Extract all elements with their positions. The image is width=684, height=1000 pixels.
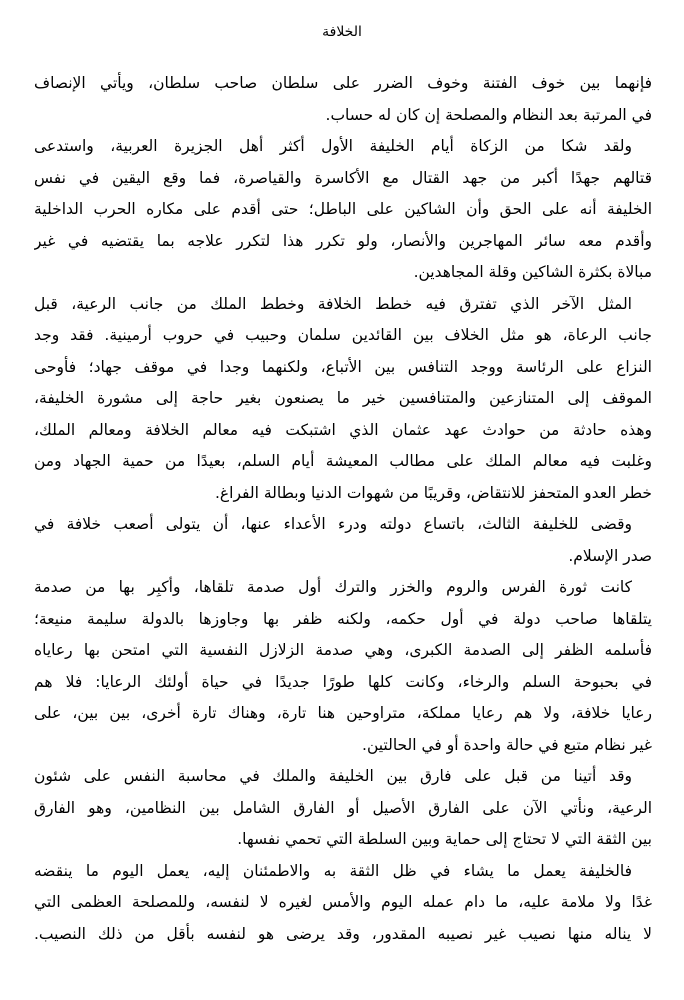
- text-line: وأقدم معه سائر المهاجرين والأنصار، ولو تكرر هذا لتكرر علاجه بما يقتضيه في غير: [34, 231, 652, 250]
- text-line: في المرتبة بعد النظام والمصلحة إن كان له حساب.: [325, 105, 652, 124]
- text-line: الخليفة أنه على الحق وأن الشاكين على الباطل؛ حتى أقدم على مكاره الحرب الداخلية: [34, 200, 652, 218]
- text-line: يتلقاها صاحب دولة في أول حكمه، ولكنه ظفر بها وجاوزها بالدولة سليمة منيعة؛: [34, 609, 652, 628]
- text-line: لا يناله منها نصيب غير نصيبه المقدور، وقد يرضى هو لنفسه بأقل من ذلك النصيب.: [34, 924, 652, 943]
- text-line: النزاع على الرئاسة ووجد التنافس بين الأتباع، ولكنهما وجدا في موقف جهاد؛ فأوحى: [34, 357, 652, 376]
- text-line: صدر الإسلام.: [568, 546, 652, 565]
- running-header: الخلافة: [322, 24, 362, 40]
- text-line: غير نظام متبع في حالة واحدة أو في الحالتين.: [362, 735, 652, 754]
- text-line: غدًا ولا ملامة عليه، ما دام عمله اليوم والأمس لغيره لا لنفسه، وللمصلحة العظمى التي: [34, 893, 652, 911]
- text-line: المثل الآخر الذي تفترق فيه خطط الخلافة وخطط الملك من جانب الرعية، قبل: [34, 294, 632, 313]
- text-line: الرعية، ونأتي الآن على الفارق الأصيل أو الفارق الشامل بين النظامين، وهو الفارق: [34, 798, 652, 817]
- text-line: فالخليفة يعمل ما يشاء في ظل الثقة به والاطمئنان إليه، يعمل اليوم ما ينقضه: [34, 861, 632, 880]
- text-line: فإنهما بين خوف الفتنة وخوف الضرر على سلطان صاحب سلطان، ويأتي الإنصاف: [34, 74, 652, 92]
- text-line: وهذه حادثة من حوادث عهد عثمان الذي اشتبكت فيه معالم الخلافة ومعالم الملك،: [34, 420, 652, 439]
- text-line: كانت ثورة الفرس والروم والخزر والترك أول صدمة تلقاها، وأكبِر بها من صدمة: [34, 578, 632, 596]
- text-line: وقد أتينا من قبل على فارق بين الخليفة والملك في محاسبة النفس على شئون: [34, 767, 632, 785]
- body-text: [34, 68, 652, 950]
- text-line: وغلبت فيه معالم الملك على مطالب المعيشة أيام السلم، بعيدًا من حمية الجهاد ومن: [34, 452, 652, 470]
- text-line: قتالهم جهدًا أكبر من جهد القتال مع الأكاسرة والقياصرة، فما وقع اليقين في نفس: [34, 168, 652, 187]
- text-line: ولقد شكا من الزكاة أيام الخليفة الأول أكثر أهل الجزيرة العربية، واستدعى: [34, 137, 632, 155]
- text-line: جانب الرعاة، هو مثل الخلاف بين القائدين سلمان وحبيب في حروب أرمينية. فقد وجد: [34, 326, 652, 344]
- text-line: وقضى للخليفة الثالث، باتساع دولته ودرء الأعداء عنها، أن يتولى أصعب خلافة في: [34, 515, 632, 533]
- text-line: مبالاة بكثرة الشاكين وقلة المجاهدين.: [413, 263, 652, 281]
- text-line: رعايا خلافة، ولا هم رعايا مملكة، متراوحين هنا تارة، وهناك تارة أخرى، بين بين، على: [34, 704, 652, 722]
- text-line: الموقف إلى المتنازعين والمتنافسين خير ما يصنعون بغير حاجة إلى مشورة الخليفة،: [34, 389, 652, 407]
- text-line: فأسلمه الظفر إلى الصدمة الكبرى، وهي صدمة الزلازل النفسية التي امتحن بها رعاياه: [34, 641, 652, 659]
- text-line: خطر العدو المتحفز للانتقاض، وقريبًا من شهوات الدنيا وبطالة الفراغ.: [214, 483, 652, 502]
- text-line: بين الثقة التي لا تحتاج إلى حماية وبين السلطة التي تحمي نفسها.: [237, 830, 652, 848]
- text-line: في بحبوحة السلم والرخاء، وكانت كلها طورًا جديدًا في حياة أولئك الرعايا: فلا هم: [34, 672, 652, 691]
